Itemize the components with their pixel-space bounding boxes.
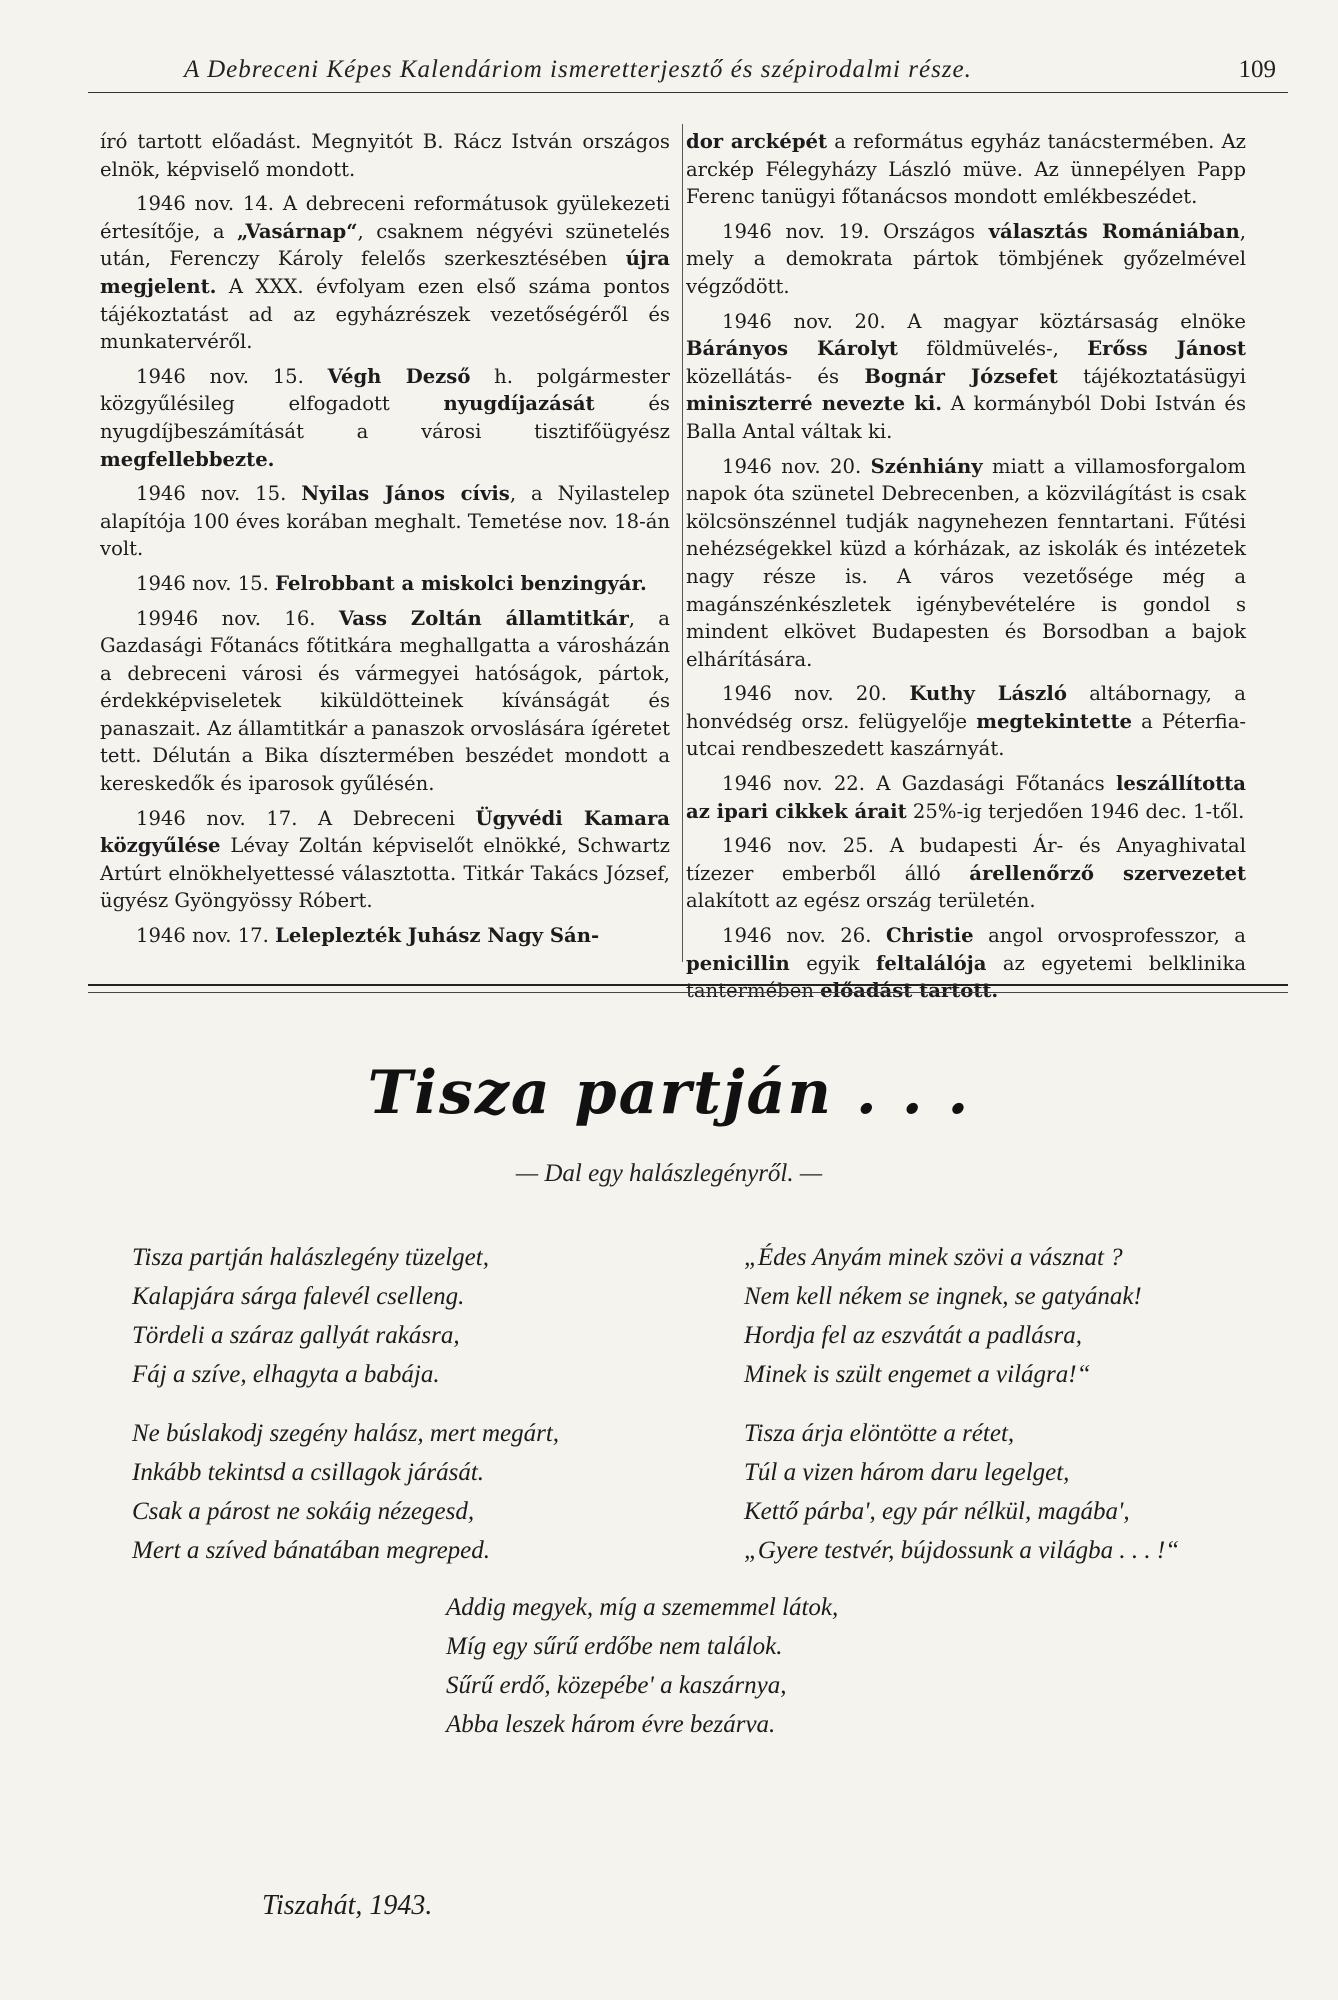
emphasis-text: Erőss Jánost [1087, 337, 1246, 361]
poem-line: Nem kell nékem se ingnek, se gatyának! [744, 1283, 1142, 1310]
entry-text: 1946 nov. 15. [136, 364, 328, 388]
entry-text: 1946 nov. 20. [722, 682, 910, 706]
chronicle-entry [100, 128, 670, 183]
emphasis-text: Bognár Józsefet [864, 364, 1058, 388]
poem-stanza-1 [132, 1238, 489, 1394]
entry-text: 1946 nov. 20. A magyar köztársaság elnöke [722, 309, 1246, 333]
emphasis-text: „Vasárnap“ [237, 219, 358, 243]
chronicle-entry [100, 570, 670, 598]
chronicle-entry [686, 832, 1246, 915]
emphasis-text: megfellebbezte. [100, 447, 275, 471]
chronicle-left-column [100, 128, 670, 957]
entry-text: 1946 nov. 26. [722, 924, 886, 948]
emphasis-text: választás Romániában [988, 219, 1240, 243]
poem-subtitle: — Dal egy halászlegényről. — [515, 1160, 823, 1187]
chronicle-entry [100, 190, 670, 356]
chronicle-entry [686, 770, 1246, 825]
chronicle-entry [100, 480, 670, 563]
emphasis-text: miniszterré nevezte ki. [686, 392, 943, 416]
emphasis-text: feltalálója [875, 951, 987, 975]
chronicle-entry [100, 805, 670, 915]
poem-stanza-4 [744, 1414, 1179, 1570]
emphasis-text: Ügyvédi Kamara közgyűlése [100, 806, 671, 858]
poem-title: Tisza partján . . . [367, 1058, 971, 1128]
entry-text: az egyetemi belklinika tantermében [686, 951, 1246, 1003]
entry-text: 1946 nov. 15. [136, 482, 302, 506]
poem-line: Ne búslakodj szegény halász, mert megárt, [132, 1420, 560, 1447]
poem-line: Inkább tekintsd a csillagok járását. [132, 1459, 485, 1486]
emphasis-text: Kuthy László [909, 682, 1067, 706]
entry-text: közellátás- és [686, 364, 865, 388]
emphasis-text: Christie [885, 924, 974, 948]
running-title: A Debreceni Képes Kalendáriom ismeretterjesztő és szépirodalmi része. [184, 56, 972, 83]
emphasis-text: Vass Zoltán államtitkár [338, 606, 629, 630]
entry-text: A XXX. évfolyam ezen első száma pontos tájékoztatást ad az egyházrészek vezetőségéről és munkatervéről. [100, 274, 670, 354]
entry-text: angol orvosprofesszor, a [973, 924, 1246, 948]
poem-line: Kalapjára sárga falevél cselleng. [132, 1283, 465, 1310]
poem-line: Túl a vizen három daru legelget, [744, 1459, 1070, 1486]
poem-line: Csak a párost ne sokáig nézegesd, [132, 1498, 475, 1525]
poem-stanza-2 [744, 1238, 1142, 1394]
poem-stanza-5 [446, 1588, 838, 1744]
poem-line: Fáj a szíve, elhagyta a babája. [132, 1361, 440, 1388]
entry-text: 1946 nov. 22. A Gazdasági Főtanács [722, 772, 1116, 796]
entry-text: 1946 nov. 25. A budapesti Ár- és Anyaghivatal tízezer emberből álló [686, 834, 1246, 885]
entry-text: 1946 nov. 17. [136, 924, 276, 948]
entry-text: , csaknem négyévi szünetelés után, Ferenczy Károly felelős szerkesztésében [100, 219, 670, 271]
entry-text: a református egyház tanácstermében. Az arckép Félegyházy László müve. Az ünnepélyen Papp Ferenc tanügyi főtanácsos mondott emlékbeszédet. [686, 130, 1247, 209]
poem-line: Sűrű erdő, közepébe' a kaszárnya, [446, 1672, 787, 1699]
poem-line: Tisza árja elöntötte a rétet, [744, 1420, 1015, 1447]
entry-text: és nyugdíjbeszámítását a városi tisztifőügyész [100, 392, 670, 443]
chronicle-entry [100, 605, 670, 798]
section-divider [88, 984, 1288, 993]
poem-signature: Tiszahát, 1943. [262, 1890, 433, 1921]
entry-text: , a Gazdasági Főtanács főtitkára meghallgatta a városházán a debreceni városi és vármegyei hatóságok, pártok, érdekképviseletek kiküldötteinek kívánságát és panaszait. Az államtitkár a panaszok orvoslására ígéretet tett. Délután a Bika dísztermében beszédet mondott a kereskedők és iparosok gyűlésén. [100, 606, 670, 796]
chronicle-right-column [686, 128, 1246, 1012]
chronicle-entry [100, 922, 670, 950]
entry-text: h. polgármester közgyűlésileg elfogadott [100, 364, 670, 416]
entry-text: , a Nyilastelep alapítója 100 éves korában meghalt. Temetése nov. 18-án volt. [100, 482, 670, 561]
emphasis-text: előadást tartott. [820, 979, 999, 1003]
entry-text: alakított az egész ország területén. [686, 889, 1036, 913]
entry-text: Lévay Zoltán képviselőt elnökké, Schwartz Artúrt elnökhelyettessé választotta. Titkár Takács József, ügyész Gyöngyössy Róbert. [100, 834, 670, 913]
entry-text: 1946 nov. 15. [136, 571, 276, 595]
emphasis-text: Bárányos Károlyt [686, 337, 898, 361]
poem-line: Míg egy sűrű erdőbe nem találok. [446, 1633, 783, 1660]
emphasis-text: Leleplezték Juhász Nagy Sán- [275, 924, 600, 948]
poem-line: Tisza partján halászlegény tüzelget, [132, 1244, 489, 1271]
poem-line: Kettő párba', egy pár nélkül, magába', [744, 1498, 1130, 1525]
entry-text: 19946 nov. 16. [136, 606, 339, 630]
poem-line: Minek is szült engemet a világra!“ [744, 1361, 1091, 1388]
chronicle-entry [686, 308, 1246, 446]
poem-stanza-3 [132, 1414, 559, 1570]
poem-line: „Édes Anyám minek szövi a vásznat ? [744, 1244, 1123, 1271]
entry-text: 25%-ig terjedően 1946 dec. 1-től. [906, 799, 1245, 823]
entry-text: a Péterfia-utcai rendbeszedett kaszárnyát. [686, 709, 1246, 761]
chronicle-entry [686, 453, 1246, 674]
column-divider [682, 124, 683, 962]
entry-text: író tartott előadást. Megnyitót B. Rácz István országos elnök, képviselő mondott. [100, 130, 670, 181]
emphasis-text: újra megjelent. [100, 247, 670, 298]
poem-line: „Gyere testvér, bújdossunk a világba . . . !“ [744, 1537, 1180, 1564]
chronicle-entry [686, 128, 1246, 211]
chronicle-entry [686, 680, 1246, 763]
poem-line: Addig megyek, míg a szememmel látok, [446, 1594, 839, 1621]
emphasis-text: Nyilas János cívis [301, 482, 510, 506]
entry-text: 1946 nov. 20. [722, 454, 871, 478]
chronicle-entry [686, 218, 1246, 301]
entry-text: , mely a demokrata pártok tömbjének győzelmével végződött. [686, 219, 1246, 298]
poem-line: Tördeli a száraz gallyát rakásra, [132, 1322, 460, 1349]
chronicle-entry [100, 363, 670, 473]
emphasis-text: megtekintette [976, 709, 1132, 733]
entry-text: 1946 nov. 14. A debreceni reformátusok gyülekezeti értesítője, a [100, 192, 670, 243]
entry-text: tájékoztatásügyi [1057, 364, 1246, 388]
poem-line: Abba leszek három évre bezárva. [446, 1711, 776, 1738]
header-rule [88, 92, 1288, 93]
entry-text: miatt a villamosforgalom napok óta szünetel Debrecenben, a közvilágítást is csak kölcsönszénnel tudják nagynehezen fenntartani. Fűtési nehézségekkel küzd a kórházak, az iskolák és intézetek nagy része is. A város vezetősége még a magánszénkészletek igénybevételére is gondol s mindent elkövet Budapesten és Borsodban a bajok elhárítására. [686, 454, 1246, 671]
page-header [88, 56, 1288, 96]
emphasis-text: Felrobbant a miskolci benzingyár. [275, 571, 647, 595]
poem-line: Hordja fel az eszvátát a padlásra, [744, 1322, 1082, 1349]
poem-line: Mert a szíved bánatában megreped. [132, 1537, 491, 1564]
entry-text: egyik [789, 951, 876, 975]
entry-text: A kormányból Dobi István és Balla Antal váltak ki. [686, 392, 1247, 443]
emphasis-text: Szénhiány [870, 454, 983, 478]
emphasis-text: penicillin [686, 951, 790, 975]
emphasis-text: Végh Dezső [327, 364, 471, 388]
entry-text: 1946 nov. 19. Országos [722, 219, 989, 243]
page-number: 109 [1238, 56, 1276, 83]
entry-text: 1946 nov. 17. A Debreceni [136, 806, 476, 830]
emphasis-text: nyugdíjazását [443, 392, 595, 416]
entry-text: földmüvelés-, [897, 337, 1088, 361]
emphasis-text: árellenőrző szervezetet [969, 861, 1247, 885]
entry-text: altábornagy, a honvédség orsz. felügyelője [686, 682, 1246, 733]
emphasis-text: dor arcképét [686, 130, 828, 153]
emphasis-text: leszállította az ipari cikkek árait [686, 772, 1246, 823]
